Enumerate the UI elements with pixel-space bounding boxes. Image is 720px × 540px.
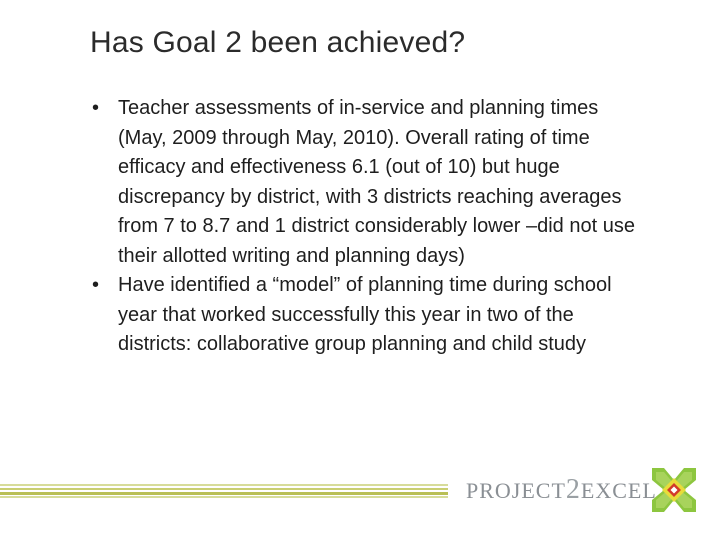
brand-wordmark xyxy=(466,474,657,506)
bullet-marker: • xyxy=(92,97,100,119)
bullet-text: Have identified a “model” of planning time during school year that worked successfully this year in two of the districts: collaborative group planning and child study xyxy=(118,274,612,355)
bullet-marker: • xyxy=(92,274,100,296)
bullet-text: Teacher assessments of in-service and planning times (May, 2009 through May, 2010). Overall rating of time efficacy and effectiveness 6.1 (out of 10) but huge discrepancy by district, with 3 districts reaching averages from 7 to 8.7 and 1 district considerably lower –did not use their allotted writing and planning days) xyxy=(118,97,635,267)
bullet-list xyxy=(90,94,650,360)
project2excel-logo-icon xyxy=(652,468,696,512)
brand-part-excel: EXCEL xyxy=(580,478,657,503)
slide-title: Has Goal 2 been achieved? xyxy=(90,26,466,59)
bullet-item xyxy=(90,94,650,271)
bullet-item xyxy=(90,271,650,360)
brand-part-2: 2 xyxy=(565,474,581,505)
brand-part-project: PROJECT xyxy=(466,478,566,503)
footer-stripes xyxy=(0,484,448,498)
